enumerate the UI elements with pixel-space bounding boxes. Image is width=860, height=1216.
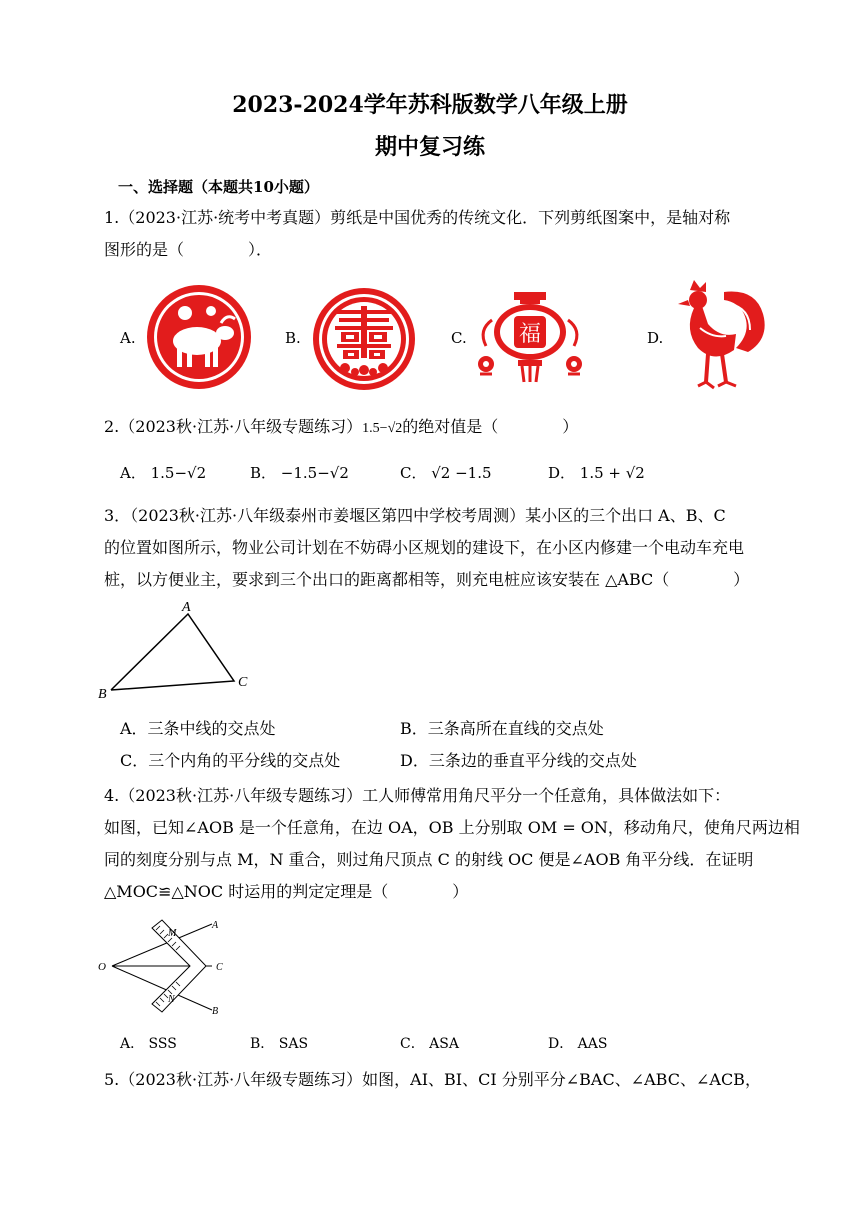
page-subtitle: 期中复习练	[374, 134, 485, 160]
question-3-line-3: 桩，以方便业主，要求到三个出口的距离都相等，则充电桩应该安装在 △ABC（ ）	[104, 570, 750, 589]
question-1-line-1: 1.（2023·江苏·统考中考真题）剪纸是中国优秀的传统文化．下列剪纸图案中，是轴对称	[104, 208, 731, 227]
q1-option-b-label: B.	[285, 329, 301, 347]
q3-option-c: C．三个内角的平分线的交点处	[120, 751, 341, 770]
ox-papercut-image	[145, 283, 253, 391]
point-o-label: O	[98, 961, 106, 973]
question-4-line-2: 如图，已知∠AOB 是一个任意角，在边 OA，OB 上分别取 OM = ON，移动角尺，使角尺两边相	[104, 818, 800, 837]
point-m-label: M	[168, 928, 177, 939]
question-3	[104, 500, 804, 596]
q2-option-c: C． √2 −1.5	[400, 464, 492, 482]
question-4-line-3: 同的刻度分别与点 M，N 重合，则过角尺顶点 C 的射线 OC 便是∠AOB 角平分线．在证明	[104, 850, 754, 869]
question-1-line-2: 图形的是（ ）．	[104, 240, 273, 259]
question-3-line-2: 的位置如图所示，物业公司计划在不妨碍小区规划的建设下，在小区内修建一个电动车充电	[104, 538, 745, 557]
lantern-papercut-image	[474, 290, 586, 384]
q4-option-d: D． AAS	[548, 1036, 608, 1052]
question-2	[104, 411, 804, 445]
question-5-line-1: 5.（2023秋·江苏·八年级专题练习）如图，AI、BI、CI 分别平分∠BAC、∠ABC、∠ACB，	[104, 1070, 761, 1089]
question-4-line-1: 4.（2023秋·江苏·八年级专题练习）工人师傅常用角尺平分一个任意角，具体做法如下：	[104, 786, 731, 805]
q2-option-a: A． 1.5−√2	[120, 464, 207, 482]
question-3-line-1: 3．（2023秋·江苏·八年级泰州市姜堰区第四中学校考周测）某小区的三个出口 A、B、C	[104, 506, 726, 525]
q4-option-a: A． SSS	[120, 1036, 177, 1052]
q4-option-b: B． SAS	[250, 1036, 309, 1052]
q4-option-c: C． ASA	[400, 1036, 459, 1052]
q1-option-d-label: D.	[647, 329, 664, 347]
double-happiness-papercut-image	[311, 286, 417, 392]
question-4	[104, 780, 804, 908]
q2-option-b: B． −1.5−√2	[250, 464, 349, 482]
triangle-abc-outline	[111, 614, 234, 690]
question-2-prefix: 2.（2023秋·江苏·八年级专题练习）	[104, 417, 363, 436]
question-4-line-4: △MOC≌△NOC 时运用的判定定理是（ ）	[104, 882, 469, 901]
page-title: 2023-2024学年苏科版数学八年级上册	[232, 92, 628, 118]
point-c-label-fig4: C	[216, 962, 223, 973]
point-c-label: C	[238, 675, 248, 690]
section-heading: 一、选择题（本题共10小题）	[118, 178, 319, 196]
question-2-expression: 1.5−√2	[362, 421, 403, 436]
q1-option-a-label: A.	[120, 329, 136, 347]
point-a-label-fig4: A	[212, 920, 219, 931]
rooster-papercut-image	[664, 278, 768, 396]
triangle-abc-figure	[96, 596, 256, 700]
angle-ruler-figure	[96, 916, 236, 1020]
lantern-fu-character: 福	[518, 321, 542, 346]
q3-option-d: D．三条边的垂直平分线的交点处	[400, 751, 637, 770]
question-2-suffix: 的绝对值是（ ）	[402, 417, 579, 436]
question-5	[104, 1064, 804, 1096]
point-b-label: B	[98, 687, 107, 700]
q3-option-b: B．三条高所在直线的交点处	[400, 719, 604, 738]
q3-option-a: A．三条中线的交点处	[120, 719, 276, 738]
question-1	[104, 202, 804, 266]
point-b-label-fig4: B	[212, 1006, 219, 1017]
q2-option-d: D． 1.5 + √2	[548, 464, 645, 482]
point-n-label: N	[168, 994, 175, 1005]
q1-option-c-label: C.	[451, 329, 467, 347]
point-a-label: A	[182, 600, 191, 615]
